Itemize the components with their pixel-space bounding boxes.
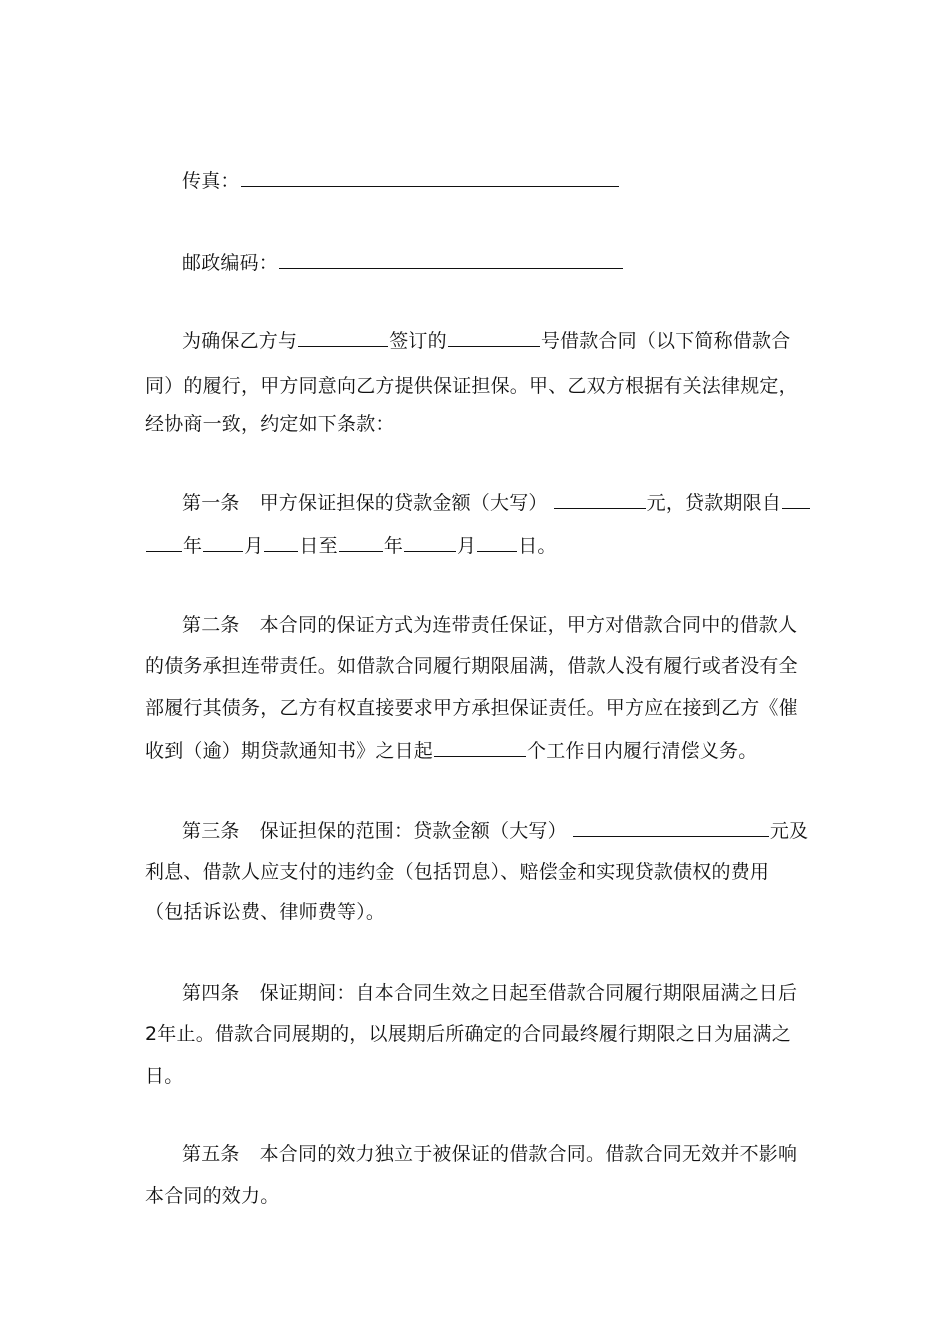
article-3-line-1 (182, 818, 808, 843)
preamble-text: 签订的 (389, 330, 447, 352)
preamble-line-1 (182, 328, 790, 353)
article-text: 甲方保证担保的贷款金额（大写） (259, 492, 548, 514)
article-number: 第四条 (182, 982, 240, 1004)
loan-amount-blank (554, 490, 646, 509)
article-text: 元及 (769, 820, 809, 842)
start-year-blank-b (146, 533, 182, 552)
party-blank (298, 328, 388, 347)
article-number: 第三条 (182, 820, 240, 842)
preamble-line-3: 经协商一致，约定如下条款： (145, 413, 395, 435)
postal-label: 邮政编码： (182, 252, 279, 274)
article-text: 月 (244, 535, 264, 557)
article-text: 收到（逾）期贷款通知书》之日起 (145, 740, 434, 762)
article-3-line-2: 利息、借款人应支付的违约金（包括罚息）、赔偿金和实现贷款债权的费用 (145, 861, 770, 883)
article-4-line-1 (182, 981, 797, 1005)
article-4-line-2: 2年止。借款合同展期的，以展期后所确定的合同最终履行期限之日为届满之 (145, 1023, 791, 1045)
article-1-line-1 (182, 490, 811, 515)
article-2-line-3: 部履行其债务，乙方有权直接要求甲方承担保证责任。甲方应在接到乙方《催 (145, 697, 798, 719)
article-2-line-1 (182, 613, 797, 637)
article-text: 保证期间：自本合同生效之日起至借款合同履行期限届满之日后 (259, 982, 798, 1004)
article-number: 第一条 (182, 492, 240, 514)
end-year-blank (339, 533, 383, 552)
article-text: 月 (457, 535, 477, 557)
preamble-text: 为确保乙方与 (182, 330, 298, 352)
article-number: 第五条 (182, 1143, 240, 1165)
article-text: 年 (183, 535, 203, 557)
article-3-line-3: （包括诉讼费、律师费等）。 (145, 901, 386, 923)
article-5-line-1 (182, 1142, 797, 1166)
end-day-blank (477, 533, 517, 552)
postal-line (182, 250, 624, 275)
article-text: 日至 (299, 535, 338, 557)
start-day-blank (264, 533, 298, 552)
article-text: 保证担保的范围：贷款金额（大写） (259, 820, 567, 842)
preamble-text: 号借款合同（以下简称借款合 (540, 330, 791, 352)
article-text: 个工作日内履行清偿义务。 (527, 740, 758, 762)
article-2-line-4 (145, 738, 757, 763)
article-5-line-2: 本合同的效力。 (145, 1185, 280, 1207)
end-month-blank (404, 533, 456, 552)
contract-number-blank (448, 328, 540, 347)
start-month-blank (203, 533, 243, 552)
article-text: 元，贷款期限自 (646, 492, 782, 514)
start-year-blank-a (782, 490, 810, 509)
working-days-blank (434, 738, 526, 757)
article-number: 第二条 (182, 614, 240, 636)
article-4-line-3: 日。 (145, 1065, 184, 1087)
preamble-line-2: 同）的履行，甲方同意向乙方提供保证担保。甲、乙双方根据有关法律规定， (145, 375, 798, 397)
article-text: 日。 (518, 535, 557, 557)
article-2-line-2: 的债务承担连带责任。如借款合同履行期限届满，借款人没有履行或者没有全 (145, 655, 798, 677)
fax-label: 传真： (182, 170, 240, 192)
fax-line (182, 168, 620, 193)
article-1-line-2 (145, 533, 557, 558)
postal-blank (279, 250, 623, 269)
article-text: 本合同的保证方式为连带责任保证，甲方对借款合同中的借款人 (259, 614, 798, 636)
article-text: 本合同的效力独立于被保证的借款合同。借款合同无效并不影响 (259, 1143, 798, 1165)
article-text: 年 (383, 535, 404, 557)
guarantee-amount-blank (573, 818, 769, 837)
fax-blank (241, 168, 619, 187)
